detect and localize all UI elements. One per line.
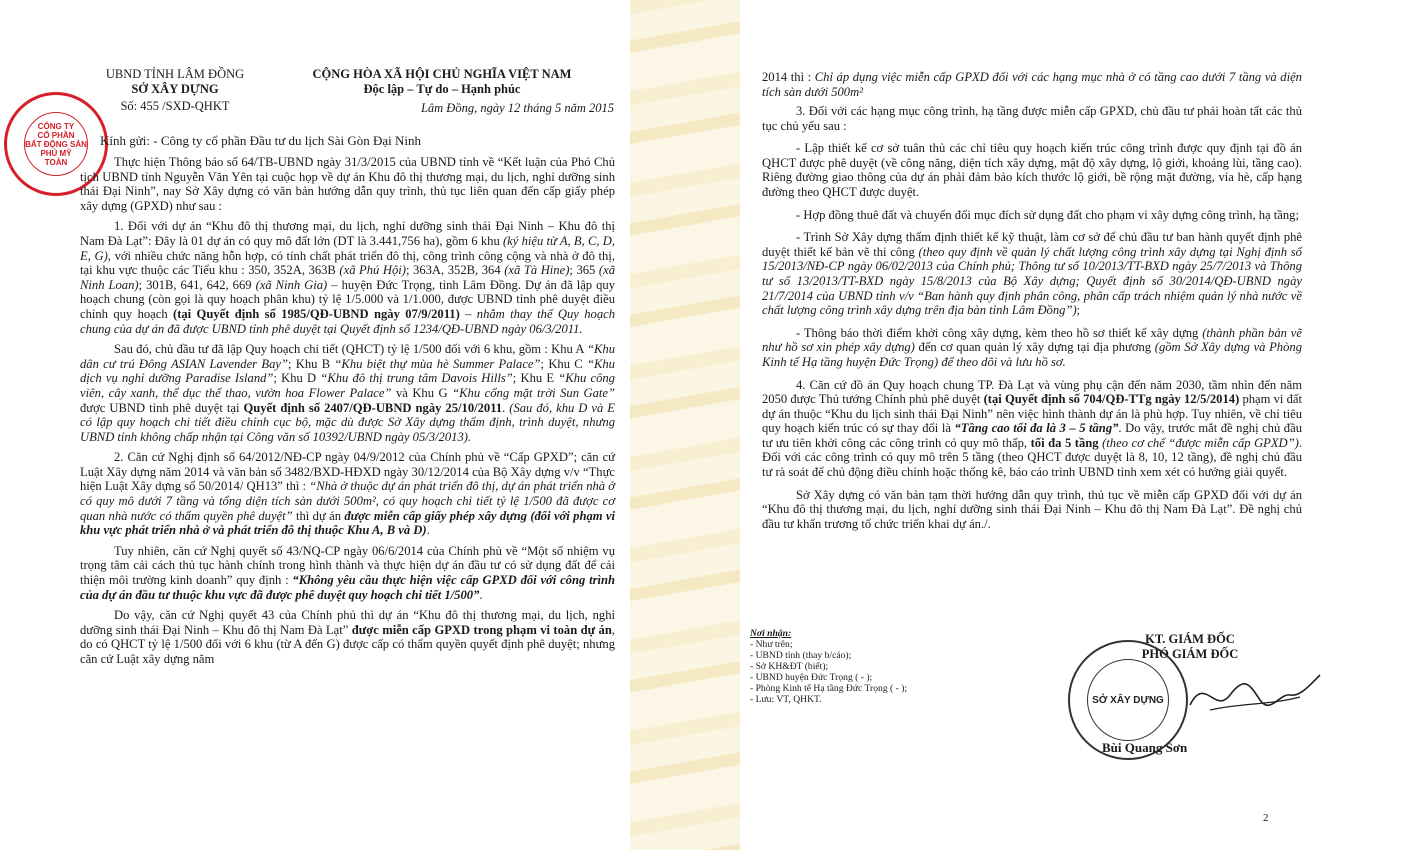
recipient-item: - Lưu: VT, QHKT.: [750, 694, 822, 705]
detailed-plan-paragraph: Sau đó, chủ đầu tư đã lập Quy hoạch chi tiết (QHCT) tỷ lệ 1/500 đối với 6 khu, gồm : Khu A “Khu dân cư trú Đông ASIAN Lavender Bay”; Khu B “Khu biệt thự mùa hè Summer Palace”; Khu C “Khu dịch vụ nghỉ dưỡng Paradise Island”; Khu D “Khu đô thị trung tâm Davois Hills”; Khu E “Khu công viên, cây xanh, thể dục thể thao, vườn hoa Flower Palace” và Khu G “Khu cổng mặt trời Sun Gate” được UBND tỉnh phê duyệt tại Quyết định số 2407/QĐ-UBND ngày 25/10/2011. (Sau đó, khu D và E có lập quy hoạch chi tiết điều chỉnh cục bộ, mặc dù được Sở Xây dựng thẩm định, trình duyệt, nhưng UBND tỉnh không chấp nhận tại Công văn số 10392/UBND ngày 05/3/2013).: [80, 342, 616, 444]
recipient-item: - UBND tỉnh (thay b/cáo);: [750, 650, 852, 661]
company-stamp: CÔNG TY CỔ PHẦN BẤT ĐỘNG SẢN PHÚ MỸ TOÀN: [4, 92, 108, 196]
signer-role: KT. GIÁM ĐỐC: [1145, 632, 1235, 646]
agency-seal: SỞ XÂY DỰNG: [1068, 640, 1188, 760]
signer-name: Bùi Quang Sơn: [1102, 740, 1188, 755]
body-page-1: [80, 155, 615, 667]
section-4-paragraph: 4. Căn cứ đồ án Quy hoạch chung TP. Đà Lạt và vùng phụ cận đến năm 2030, tầm nhìn đến năm 2050 được Thủ tướng Chính phủ phê duyệt (tại Quyết định số 704/QĐ-TTg ngày 12/5/2014) phạm vi đất dự án thuộc “Khu du lịch sinh thái Đại Ninh” nên việc hình thành dự án là phù hợp. Tuy nhiên, về chỉ tiêu quy hoạch kiến trúc có sự thay đổi là “Tầng cao tối đa là 3 – 5 tầng”. Do vậy, trước mắt đề nghị chủ đầu tư ưu tiên khởi công các công trình có quy mô thấp, tối đa 5 tầng (theo cơ chế “được miễn cấp GPXD”). Đối với các công trình có quy mô trên 5 tầng (theo QHCT được duyệt là 8, 10, 12 tầng), đề nghị chủ đầu tư rà soát để chủ động điều chỉnh hoặc thống kê, báo cáo trình UBND tỉnh xem xét có hướng giải quyết.: [762, 377, 1303, 480]
doc-date: Lâm Đồng, ngày 12 tháng 5 năm 2015: [420, 101, 614, 115]
closing-paragraph: Sở Xây dựng có văn bản tạm thời hướng dẫn quy trình, thủ tục về miễn cấp GPXD đối với dự án “Khu đô thị thương mại, du lịch, nghỉ dưỡng sinh thái Đại Ninh – Khu đô thị Nam Đà Lạt”. Đề nghị chủ đầu tư khẩn trương tổ chức triển khai dự án./.: [762, 487, 1302, 531]
section-3-intro: 3. Đối với các hạng mục công trình, hạ tầng được miễn cấp GPXD, chủ đầu tư phải hoàn tất các thủ tục chủ yếu sau :: [762, 104, 1302, 133]
national-motto: Độc lập – Tự do – Hạnh phúc: [363, 82, 521, 96]
national-title: CỘNG HÒA XÃ HỘI CHỦ NGHĨA VIỆT NAM: [312, 67, 572, 81]
page-1: [0, 0, 630, 850]
recipients-title: Nơi nhận:: [750, 628, 792, 639]
addressee: Kính gửi: - Công ty cổ phần Đầu tư du lịch Sài Gòn Đại Ninh: [100, 133, 422, 148]
issuer-header: [80, 67, 270, 114]
intro-paragraph: Thực hiện Thông báo số 64/TB-UBND ngày 31/3/2015 của UBND tỉnh về “Kết luận của Phó Chủ tịch UBND tỉnh Nguyễn Văn Yên tại cuộc họp về dự án Khu đô thị thương mại, du lịch, nghỉ dưỡng sinh thái Đại Ninh”, nay Sở Xây dựng có văn bản hướng dẫn quy trình, thủ tục liên quan đến cấp giấy phép xây dựng (GPXD) như sau :: [80, 155, 615, 213]
conclusion-paragraph: Do vậy, căn cứ Nghị quyết 43 của Chính phủ thì dự án “Khu đô thị thương mại, du lịch, nghỉ dưỡng sinh thái Đại Ninh – Khu đô thị Nam Đà Lạt” được miễn cấp GPXD trong phạm vi toàn dự án, do có QHCT tỷ lệ 1/500 đối với 6 khu (từ A đến G) được cấp có thẩm quyền quyết định phê duyệt; nhưng căn cứ Luật xây dựng năm: [80, 608, 615, 666]
recipient-item: - Sở KH&ĐT (biết);: [750, 661, 829, 672]
resolution-43-paragraph: Tuy nhiên, căn cứ Nghị quyết số 43/NQ-CP ngày 06/6/2014 của Chính phủ về “Một số nhiệm vụ trọng tâm cải cách thủ tục hành chính trong hình thành và thực hiện dự án đầu tư có sử dụng đất để cải thiện môi trường kinh doanh” quy định : “Không yêu cầu thực hiện việc cấp GPXD đối với công trình của dự án đầu tư thuộc khu vực đã được phê duyệt quy hoạch chi tiết 1/500”.: [80, 543, 615, 602]
page-number: 2: [1263, 812, 1269, 824]
recipients-list: [750, 628, 990, 705]
issuer-department: SỞ XÂY DỰNG: [131, 82, 219, 96]
decorative-background: [630, 0, 740, 850]
recipient-item: - Như trên;: [750, 639, 793, 650]
signer-title: PHÓ GIÁM ĐỐC: [1141, 647, 1239, 661]
handwritten-signature: [1180, 665, 1330, 725]
requirement-land: - Hợp đồng thuê đất và chuyển đổi mục đích sử dụng đất cho phạm vi xây dựng công trình, hạ tầng;: [796, 207, 1299, 222]
recipient-item: - UBND huyện Đức Trọng ( - );: [750, 672, 873, 683]
requirement-appraisal: - Trình Sở Xây dựng thẩm định thiết kế kỹ thuật, làm cơ sở để chủ đầu tư ban hành quyết định phê duyệt thiết kế bản vẽ thi công (theo quy định về quản lý chất lượng công trình xây dựng tại Nghị định số 15/2013/NĐ-CP ngày 06/02/2013 của Chính phủ; Thông tư số 10/2013/TT-BXD ngày 25/7/2013 và Thông tư số 13/2013/TT-BXD ngày 15/8/2013 của Bộ Xây dựng; Quyết định số 30/2014/QĐ-UBND ngày 21/7/2014 của UBND tỉnh v/v “Ban hành quy định phân công, phân cấp trách nhiệm quản lý nhà nước về chất lượng công trình xây dựng trên địa bàn tỉnh Lâm Đồng”);: [762, 230, 1302, 318]
requirement-notification: - Thông báo thời điểm khởi công xây dựng, kèm theo hồ sơ thiết kế xây dựng (thành phần bản vẽ như hồ sơ xin phép xây dựng) đến cơ quan quản lý xây dựng tại địa phương (gồm Sở Xây dựng và Phòng Kinh tế Hạ tầng huyện Đức Trọng) để theo dõi và lưu hồ sơ.: [762, 325, 1302, 369]
continued-note: 2014 thì : Chỉ áp dụng việc miễn cấp GPXD đối với các hạng mục nhà ở có tầng cao dưới 7 tầng và diện tích sàn dưới 500m²: [762, 70, 1302, 99]
section-1-paragraph: 1. Đối với dự án “Khu đô thị thương mại, du lịch, nghỉ dưỡng sinh thái Đại Ninh – Khu đô thị Nam Đà Lạt”: Đây là 01 dự án có quy mô đất lớn (DT là 3.441,756 ha), gồm 6 khu (ký hiệu từ A, B, C, D, E, G), với nhiều chức năng hỗn hợp, có tính chất phát triển đô thị, công trình công cộng và nhà ở đô thị, tại khu vực thuộc các Tiểu khu : 350, 352A, 363B (xã Phú Hội); 363A, 352B, 364 (xã Tà Hine); 365 (xã Ninh Loan); 301B, 641, 642, 669 (xã Ninh Gia) – huyện Đức Trọng, tỉnh Lâm Đồng. Dự án đã lập quy hoạch chung (còn gọi là quy hoạch phân khu) tỷ lệ 1/5.000 và 1/1.000, được UBND tỉnh phê duyệt điều chỉnh quy hoạch (tại Quyết định số 1985/QĐ-UBND ngày 07/9/2011) – nhằm thay thế Quy hoạch chung của dự án đã được UBND tỉnh phê duyệt tại Quyết định số 1234/QĐ-UBND ngày 06/3/2011.: [80, 219, 616, 336]
requirement-design: - Lập thiết kế cơ sở tuân thủ các chỉ tiêu quy hoạch kiến trúc công trình được quy định tại đồ án QHCT được phê duyệt (về công năng, diện tích xây dựng, mật độ xây dựng, lộ giới, khoảng lùi, tầng cao). Riêng đường giao thông của dự án phải đảm bảo kích thước lộ giới, bề rộng mặt đường, vỉa hè, cấp hạng đường theo QHCT được duyệt.: [762, 141, 1302, 199]
section-2-paragraph: 2. Căn cứ Nghị định số 64/2012/NĐ-CP ngày 04/9/2012 của Chính phủ về “Cấp GPXD”; căn cứ Luật Xây dựng năm 2014 và văn bản số 3482/BXD-HĐXD ngày 30/12/2014 của Bộ Xây dựng v/v “Thực hiện Luật Xây dựng số 50/2014/ QH13” thì : “Nhà ở thuộc dự án phát triển đô thị, dự án phát triển nhà ở có quy mô dưới 7 tầng và tổng diện tích sàn dưới 500m², có quy hoạch chi tiết tỷ lệ 1/500 đã được cơ quan nhà nước có thẩm quyền phê duyệt” thì dự án được miễn cấp giấy phép xây dựng (đối với phạm vi khu vực phát triển nhà ở và phát triển đô thị thuộc Khu A, B và D).: [80, 450, 615, 538]
issuer-province: UBND TỈNH LÂM ĐỒNG: [105, 67, 245, 81]
recipient-item: - Phòng Kinh tế Hạ tầng Đức Trọng ( - );: [750, 683, 908, 694]
body-page-2: [762, 104, 1302, 531]
national-header: [262, 67, 622, 116]
doc-number: Số: 455 /SXD-QHKT: [120, 99, 230, 113]
